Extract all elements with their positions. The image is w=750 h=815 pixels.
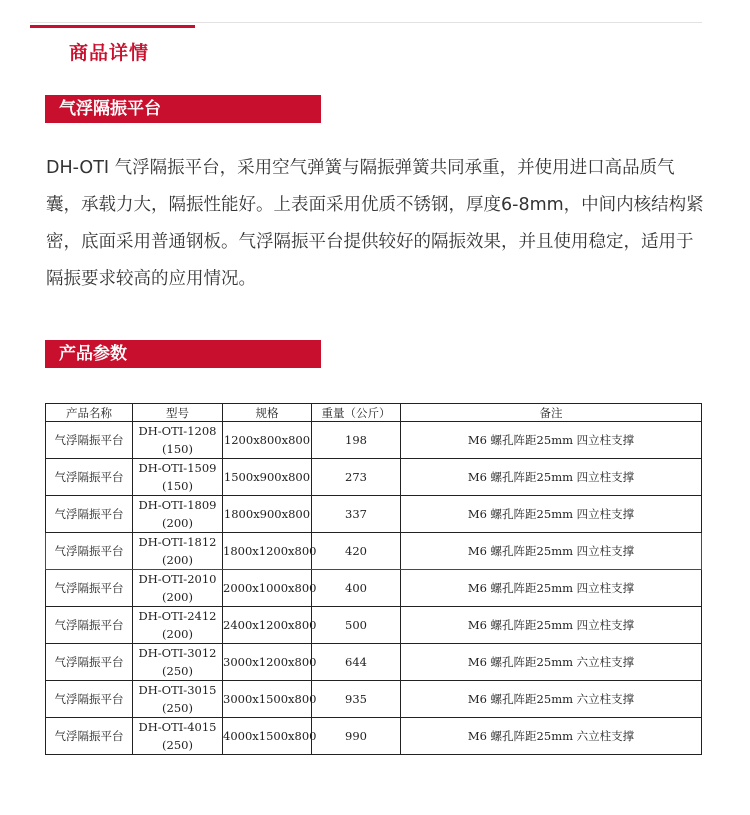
model-code: DH-OTI-1812 [138,535,217,549]
cell-name: 气浮隔振平台 [46,570,133,607]
cell-note: M6 螺孔阵距25mm 四立柱支撑 [401,570,702,607]
cell-model [133,570,223,607]
cell-spec: 1500x900x800 [223,459,312,496]
section-header-params: 产品参数 [45,340,321,368]
cell-model [133,644,223,681]
cell-note: M6 螺孔阵距25mm 六立柱支撑 [401,718,702,755]
column-header-spec: 规格 [223,404,312,422]
table-row [46,496,702,533]
table-row [46,718,702,755]
table-row [46,570,702,607]
column-header-note: 备注 [401,404,702,422]
model-code: DH-OTI-3015 [138,683,217,697]
cell-name: 气浮隔振平台 [46,422,133,459]
top-divider [30,22,702,23]
cell-spec: 1800x1200x800 [223,533,312,570]
section-header-platform: 气浮隔振平台 [45,95,321,123]
cell-weight: 198 [312,422,401,459]
model-code: DH-OTI-1208 [138,424,217,438]
cell-weight: 990 [312,718,401,755]
cell-name: 气浮隔振平台 [46,718,133,755]
model-code: DH-OTI-3012 [138,646,217,660]
model-code: DH-OTI-1809 [138,498,217,512]
table-row [46,422,702,459]
model-code: DH-OTI-2412 [138,609,217,623]
table-row-highlighted [46,533,702,570]
model-size: (200) [162,590,193,604]
cell-spec: 3000x1200x800 [223,644,312,681]
cell-weight: 400 [312,570,401,607]
model-size: (250) [162,701,193,715]
table-row [46,681,702,718]
model-size: (250) [162,738,193,752]
cell-weight: 500 [312,607,401,644]
cell-name: 气浮隔振平台 [46,496,133,533]
cell-note: M6 螺孔阵距25mm 四立柱支撑 [401,533,702,570]
cell-name: 气浮隔振平台 [46,644,133,681]
cell-weight: 337 [312,496,401,533]
table-row [46,459,702,496]
table-row [46,644,702,681]
cell-note: M6 螺孔阵距25mm 四立柱支撑 [401,496,702,533]
cell-name: 气浮隔振平台 [46,459,133,496]
cell-name: 气浮隔振平台 [46,681,133,718]
column-header-model: 型号 [133,404,223,422]
cell-name: 气浮隔振平台 [46,607,133,644]
cell-weight: 935 [312,681,401,718]
model-code: DH-OTI-4015 [138,720,217,734]
cell-model [133,496,223,533]
table-row [46,607,702,644]
params-table [45,403,702,755]
model-code: DH-OTI-2010 [138,572,217,586]
cell-note: M6 螺孔阵距25mm 四立柱支撑 [401,459,702,496]
cell-model [133,533,223,570]
cell-model [133,607,223,644]
cell-note: M6 螺孔阵距25mm 六立柱支撑 [401,681,702,718]
cell-spec: 3000x1500x800 [223,681,312,718]
model-size: (200) [162,553,193,567]
cell-note: M6 螺孔阵距25mm 四立柱支撑 [401,422,702,459]
title-accent-bar [30,25,195,28]
cell-spec: 1800x900x800 [223,496,312,533]
cell-note: M6 螺孔阵距25mm 四立柱支撑 [401,607,702,644]
page-title: 商品详情 [69,42,150,64]
column-header-weight: 重量（公斤） [312,404,401,422]
model-code: DH-OTI-1509 [138,461,217,475]
model-size: (200) [162,627,193,641]
model-size: (150) [162,442,193,456]
column-header-name: 产品名称 [46,404,133,422]
cell-weight: 273 [312,459,401,496]
cell-weight: 420 [312,533,401,570]
cell-model [133,459,223,496]
cell-spec: 2400x1200x800 [223,607,312,644]
model-size: (250) [162,664,193,678]
cell-spec: 1200x800x800 [223,422,312,459]
cell-model [133,681,223,718]
cell-weight: 644 [312,644,401,681]
cell-model [133,718,223,755]
cell-spec: 4000x1500x800 [223,718,312,755]
cell-note: M6 螺孔阵距25mm 六立柱支撑 [401,644,702,681]
cell-model [133,422,223,459]
model-size: (200) [162,516,193,530]
cell-name: 气浮隔振平台 [46,533,133,570]
table-header-row [46,404,702,422]
cell-spec: 2000x1000x800 [223,570,312,607]
model-size: (150) [162,479,193,493]
product-description: DH-OTI 气浮隔振平台，采用空气弹簧与隔振弹簧共同承重，并使用进口高品质气囊，承载力大，隔振性能好。上表面采用优质不锈钢，厚度6-8mm，中间内核结构紧密，底面采用普通钢板。气浮隔振平台提供较好的隔振效果，并且使用稳定，适用于隔振要求较高的应用情况。 [46,158,704,289]
